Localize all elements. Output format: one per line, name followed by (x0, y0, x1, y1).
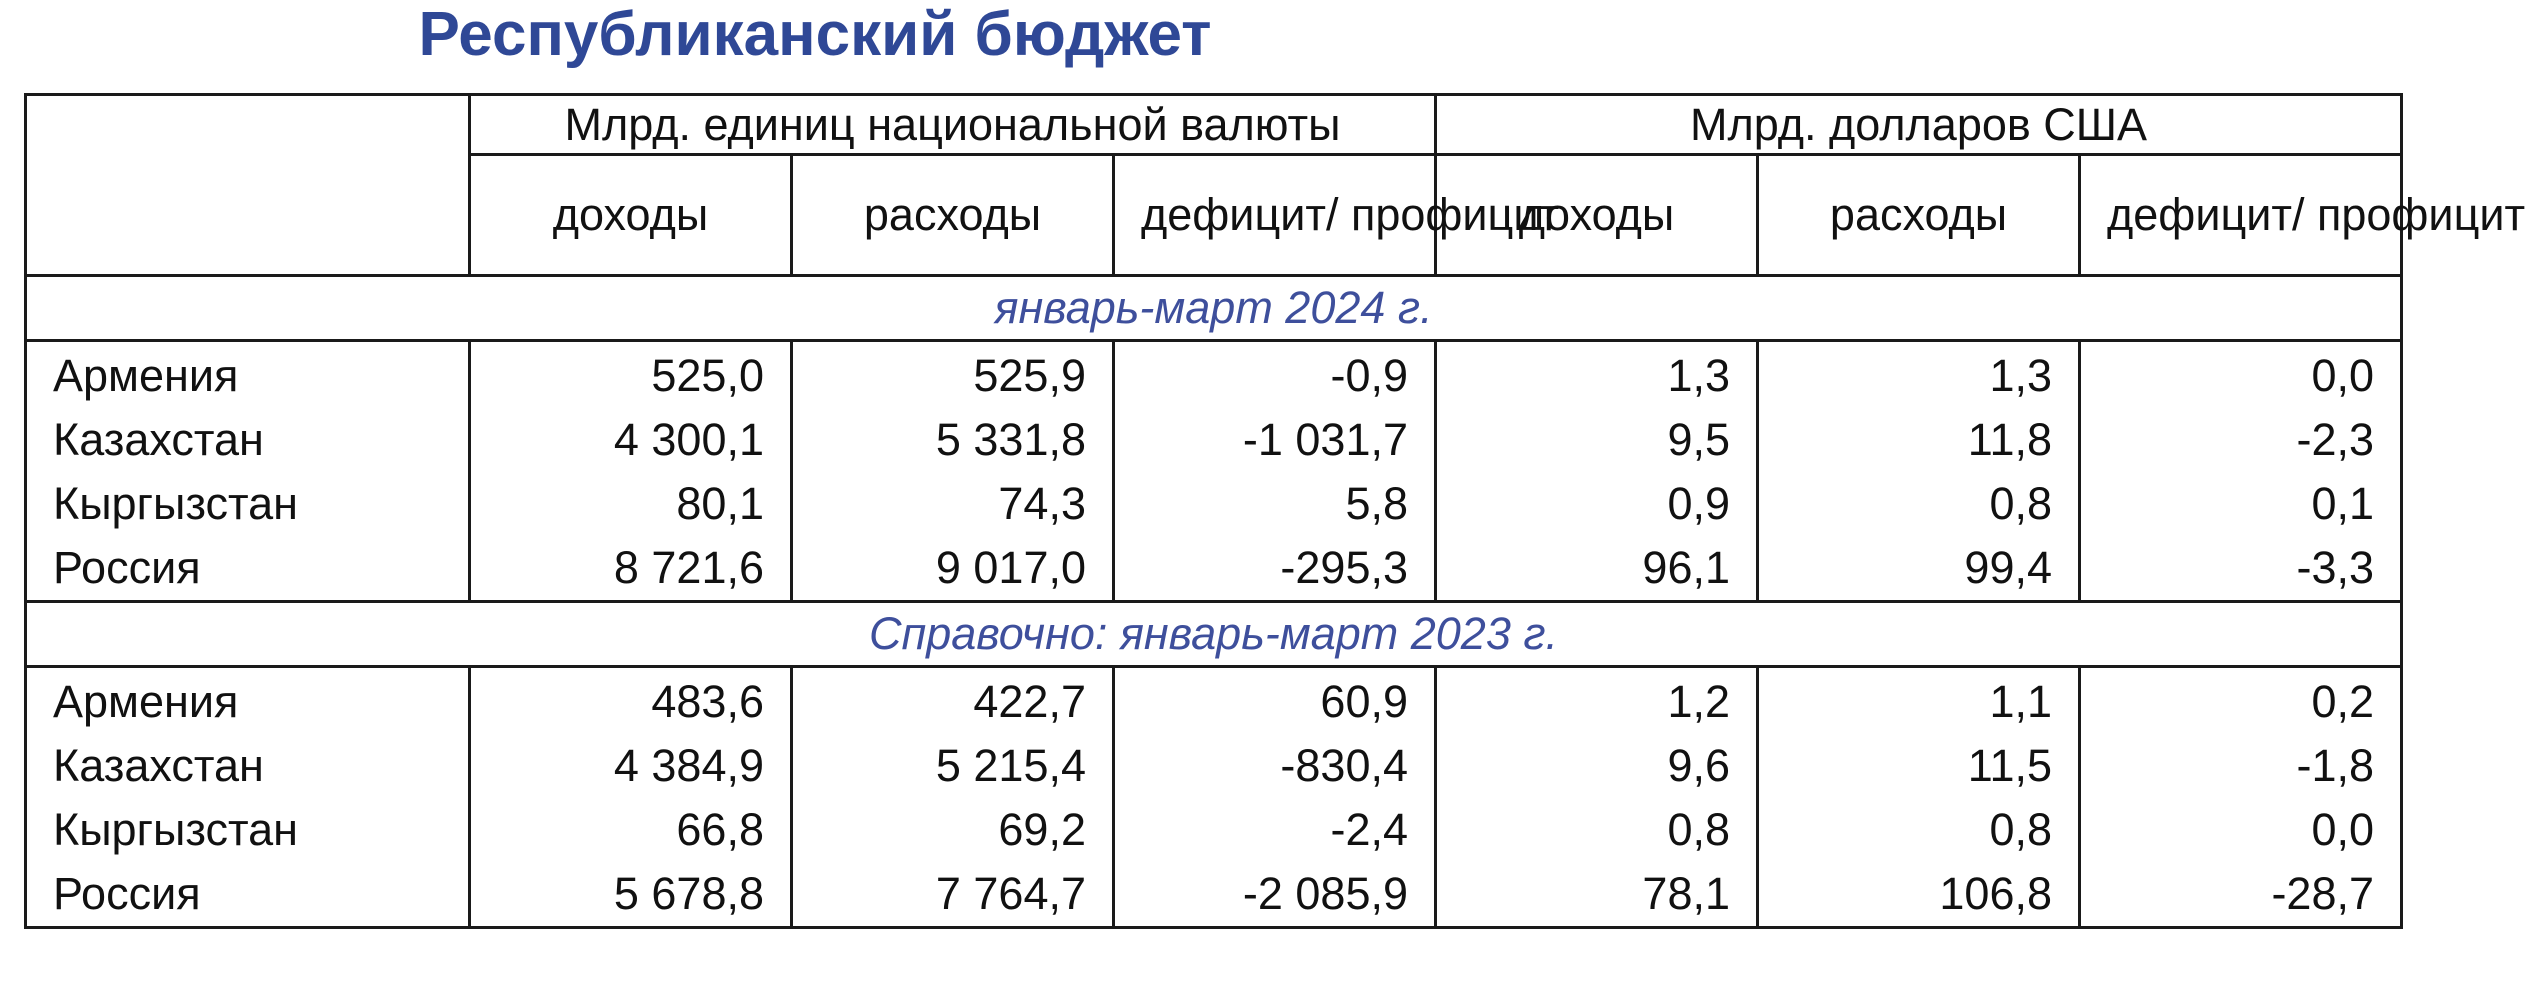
value-cell: 106,8 (1758, 862, 2080, 928)
value-cell: 9,5 (1436, 408, 1758, 472)
value-cell: 5,8 (1114, 472, 1436, 536)
header-corner-cell (26, 95, 470, 276)
value-cell: -2,3 (2080, 408, 2402, 472)
value-cell: 9,6 (1436, 734, 1758, 798)
value-cell: 11,5 (1758, 734, 2080, 798)
table-row (26, 798, 2402, 862)
header-row-groups (26, 95, 2402, 155)
budget-table (24, 93, 2525, 929)
value-cell: 0,2 (2080, 667, 2402, 735)
country-cell: Россия (26, 536, 470, 602)
header-national-income: доходы (470, 155, 792, 276)
header-group-national-currency: Млрд. единиц национальной валюты (470, 95, 1436, 155)
country-cell: Кыргызстан (26, 798, 470, 862)
section-header-row (26, 602, 2402, 667)
header-usd-expense: расходы (1758, 155, 2080, 276)
value-cell: -3,3 (2080, 536, 2402, 602)
header-group-usd: Млрд. долларов США (1436, 95, 2402, 155)
value-cell: 5 331,8 (792, 408, 1114, 472)
value-cell: 9 017,0 (792, 536, 1114, 602)
value-cell: 7 764,7 (792, 862, 1114, 928)
value-cell: 69,2 (792, 798, 1114, 862)
value-cell: -830,4 (1114, 734, 1436, 798)
country-cell: Россия (26, 862, 470, 928)
value-cell: 0,9 (1436, 472, 1758, 536)
value-cell: 0,0 (2080, 341, 2402, 409)
value-cell: -28,7 (2080, 862, 2402, 928)
value-cell: 78,1 (1436, 862, 1758, 928)
value-cell: -0,9 (1114, 341, 1436, 409)
header-national-balance: дефицит/ профицит (1114, 155, 1436, 276)
value-cell: 96,1 (1436, 536, 1758, 602)
value-cell: 483,6 (470, 667, 792, 735)
header-usd-balance: дефицит/ профицит (2080, 155, 2402, 276)
value-cell: 1,3 (1436, 341, 1758, 409)
value-cell: -1 031,7 (1114, 408, 1436, 472)
table-body (26, 276, 2402, 928)
value-cell: -2,4 (1114, 798, 1436, 862)
country-cell: Казахстан (26, 734, 470, 798)
value-cell: 0,8 (1436, 798, 1758, 862)
table-row (26, 472, 2402, 536)
value-cell: 4 384,9 (470, 734, 792, 798)
value-cell: 5 215,4 (792, 734, 1114, 798)
value-cell: 8 721,6 (470, 536, 792, 602)
value-cell: 0,0 (2080, 798, 2402, 862)
value-cell: 0,8 (1758, 472, 2080, 536)
value-cell: 5 678,8 (470, 862, 792, 928)
value-cell: 0,8 (1758, 798, 2080, 862)
table-row (26, 862, 2402, 928)
value-cell: 74,3 (792, 472, 1114, 536)
table-row (26, 536, 2402, 602)
header-usd-income: доходы (1436, 155, 1758, 276)
value-cell: 1,3 (1758, 341, 2080, 409)
section-label: Справочно: январь-март 2023 г. (26, 602, 2402, 667)
value-cell: 1,1 (1758, 667, 2080, 735)
country-cell: Кыргызстан (26, 472, 470, 536)
header-national-expense: расходы (792, 155, 1114, 276)
value-cell: -1,8 (2080, 734, 2402, 798)
value-cell: 66,8 (470, 798, 792, 862)
value-cell: 99,4 (1758, 536, 2080, 602)
table-row (26, 667, 2402, 735)
value-cell: 525,0 (470, 341, 792, 409)
value-cell: 80,1 (470, 472, 792, 536)
value-cell: 1,2 (1436, 667, 1758, 735)
table-row (26, 734, 2402, 798)
value-cell: 4 300,1 (470, 408, 792, 472)
value-cell: 422,7 (792, 667, 1114, 735)
section-header-row (26, 276, 2402, 341)
value-cell: 525,9 (792, 341, 1114, 409)
country-cell: Армения (26, 341, 470, 409)
value-cell: -295,3 (1114, 536, 1436, 602)
country-cell: Казахстан (26, 408, 470, 472)
value-cell: 11,8 (1758, 408, 2080, 472)
table-row (26, 408, 2402, 472)
table-row (26, 341, 2402, 409)
value-cell: 0,1 (2080, 472, 2402, 536)
country-cell: Армения (26, 667, 470, 735)
value-cell: 60,9 (1114, 667, 1436, 735)
value-cell: -2 085,9 (1114, 862, 1436, 928)
page-title: Республиканский бюджет (418, 0, 1212, 69)
section-label: январь-март 2024 г. (26, 276, 2402, 341)
